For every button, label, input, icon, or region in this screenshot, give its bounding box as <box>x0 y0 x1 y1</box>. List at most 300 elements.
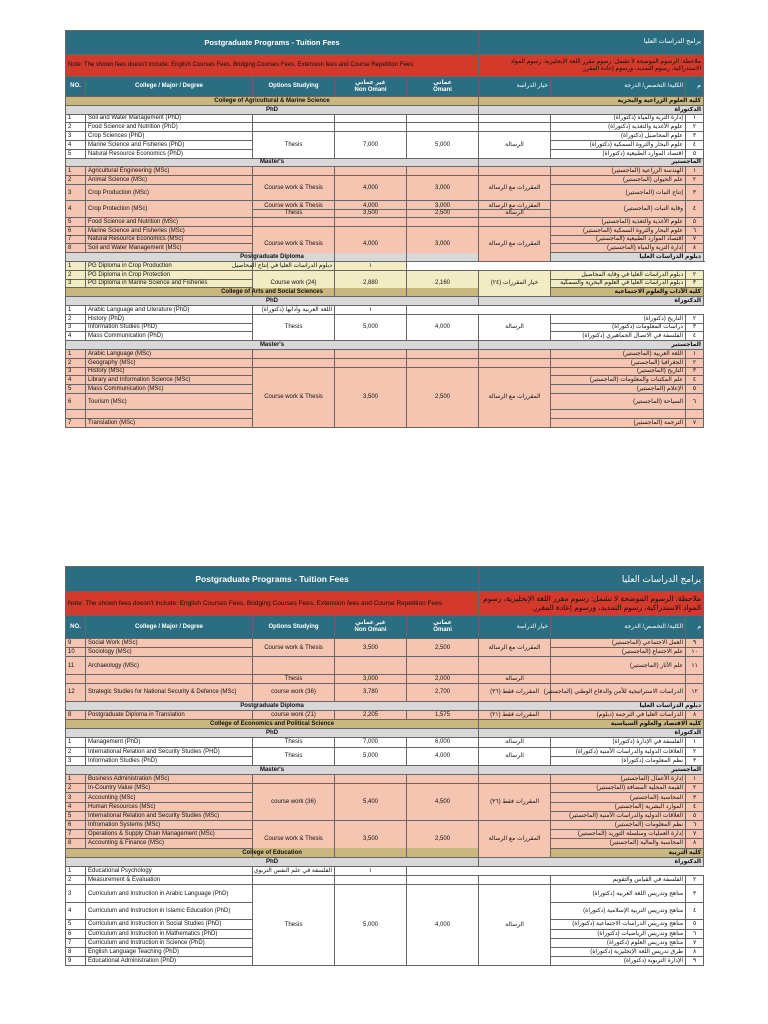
program-name-ar: طرق تدريس اللغة الإنجليزية (دكتوراة) <box>551 947 686 956</box>
program-no-ar: ٤ <box>686 332 704 341</box>
college-name-en: College of Agricultural & Marine Science <box>66 97 479 106</box>
empty-cell-0 <box>253 167 335 176</box>
college-name-ar: كلية العلوم الزراعية والبحرية <box>479 97 704 106</box>
study-mode: Course work (24) <box>253 270 335 296</box>
degree-name-ar: دبلوم الدراسات العليا <box>479 701 704 710</box>
fee-omani-b: 2,500 <box>434 209 450 216</box>
program-name-en: International Relation and Security Studies (PHD) <box>86 747 253 756</box>
college-row <box>66 288 704 297</box>
title-row <box>66 31 704 55</box>
program-no: 8 <box>66 839 86 848</box>
empty-cell-2 <box>407 123 479 132</box>
program-name-en: Curriculum and Instruction in Islamic Education (PhD) <box>86 902 253 920</box>
empty-cell-0 <box>253 358 335 367</box>
program-name-en <box>86 410 253 419</box>
program-name-en: Crop Sciences (PhD) <box>86 132 253 141</box>
program-no: 7 <box>66 830 86 839</box>
header-non-omani-en: Non Omani <box>354 86 387 93</box>
program-row <box>66 684 704 702</box>
degree-name-ar: الدكتوراة <box>479 297 704 306</box>
program-row <box>66 784 704 793</box>
program-no-ar: ٢ <box>686 314 704 323</box>
program-name-en: Strategic Studies for National Security & Defence (MSc) <box>86 684 253 702</box>
program-no-ar: ٢ <box>686 876 704 885</box>
program-no: 6 <box>66 393 86 410</box>
degree-name-en: PhD <box>66 729 479 738</box>
program-name-ar: إدارة التربة والمياه (الماجستير) <box>551 244 686 253</box>
program-no-ar: ٧ <box>686 830 704 839</box>
program-no-ar: ٨ <box>686 244 704 253</box>
fee-omani: 2,500 <box>407 639 479 657</box>
program-name-en: History (MSc) <box>86 367 253 376</box>
program-no-ar: ١ <box>686 775 704 784</box>
empty-cell-2 <box>407 217 479 226</box>
empty-cell-0 <box>253 657 335 675</box>
fee-non-omani: 2,880 <box>335 270 407 296</box>
program-name-ar: إدارة التربة والمياه (دكتوراة) <box>551 114 686 123</box>
program-name-en: PG Diploma in Marine Science and Fisheries <box>86 279 253 288</box>
program-no-ar: ٧ <box>686 938 704 947</box>
empty-cell-1 <box>335 123 407 132</box>
header-study-option-ar: خيار الدراسة <box>479 616 551 639</box>
fee-non-omani: 5,400 <box>335 784 407 821</box>
program-no <box>66 674 86 683</box>
program-row <box>66 866 704 875</box>
program-no: 3 <box>66 184 86 201</box>
program-name-en: Tourism (MSc) <box>86 393 253 410</box>
fee-non-omani: 7,000 <box>335 738 407 747</box>
study-mode: Course work & Thesis <box>253 367 335 427</box>
program-name-en: Agricultural Engineering (MSc) <box>86 167 253 176</box>
program-no: 3 <box>66 885 86 903</box>
program-name-en: Educational Administration (PhD) <box>86 957 253 966</box>
program-no: 5 <box>66 217 86 226</box>
program-row <box>66 657 704 675</box>
program-name-ar: الإدارة التربوية (دكتوراة) <box>551 957 686 966</box>
title-ar: برامج الدراسات العليا <box>479 31 704 55</box>
fee-non-omani-a: 4,000 <box>335 203 406 210</box>
fee-non-omani: 2,205 <box>335 710 407 719</box>
degree-row <box>66 857 704 866</box>
study-mode: course work (36) <box>253 784 335 821</box>
empty-cell-3 <box>479 876 551 885</box>
program-no: 2 <box>66 747 86 756</box>
program-name-ar: نظم المعلومات (الماجستير) <box>551 821 686 830</box>
program-name-ar: التاريخ (دكتوراة) <box>551 314 686 323</box>
program-name-ar: المحاسبة والمالية (الماجستير) <box>551 839 686 848</box>
program-name-ar: علوم البحار والثروة السمكية (دكتوراة) <box>551 140 686 149</box>
empty-cell-1 <box>335 775 407 784</box>
college-name-ar: كلية الآداب والعلوم الاجتماعية <box>551 288 704 297</box>
program-no-ar: ١ <box>686 114 704 123</box>
empty-cell-1 <box>335 114 407 123</box>
program-no: 3 <box>66 756 86 765</box>
college-name-en: College of Arts and Social Sciences <box>66 288 479 297</box>
study-mode: Course work & Thesis <box>253 226 335 261</box>
program-row <box>66 261 704 270</box>
program-name-ar: دبلوم الدراسات العليا في العلوم البحرية والسمكية <box>551 279 686 288</box>
fee-non-omani: 3,000 <box>335 674 407 683</box>
program-name-en: Curriculum and Instruction in Arabic Language (PhD) <box>86 885 253 903</box>
program-no: 4 <box>66 332 86 341</box>
program-no: 3 <box>66 367 86 376</box>
empty-cell-2 <box>407 657 479 675</box>
program-no: 1 <box>66 261 86 270</box>
program-name-ar: الهندسة الزراعية (الماجستير) <box>551 167 686 176</box>
empty-cell-1 <box>335 349 407 358</box>
fee-omani: 4,000 <box>407 747 479 765</box>
note-row <box>66 592 704 616</box>
study-mode: Course work & Thesis <box>253 821 335 858</box>
program-no-ar: ١ <box>335 261 407 270</box>
program-no: 8 <box>66 947 86 956</box>
fee-omani: 4,000 <box>407 314 479 340</box>
study-option-ar-a: المقررات مع الرسالة <box>479 203 550 210</box>
program-name-ar: علوم المحاصيل (دكتوراة) <box>551 132 686 141</box>
program-name-ar: التاريخ (الماجستير) <box>551 367 686 376</box>
program-no-ar <box>686 674 704 683</box>
program-name-ar: مناهج وتدريس الدراسات الاجتماعية (دكتوراة) <box>551 920 686 929</box>
program-name-en: Curriculum and Instruction in Mathematics (PhD) <box>86 929 253 938</box>
title-row <box>66 567 704 592</box>
degree-name-en: Master's <box>66 765 479 774</box>
program-no: 1 <box>66 775 86 784</box>
fee-omani: 3,000 <box>407 176 479 201</box>
empty-cell-3 <box>479 114 551 123</box>
study-mode: course work (36) <box>253 684 335 702</box>
program-name-en: Accounting & Finance (MSc) <box>86 839 253 848</box>
program-no-ar: ١ <box>686 167 704 176</box>
program-row <box>66 358 704 367</box>
program-no-ar: ٢ <box>686 747 704 756</box>
program-no-ar: ٢ <box>686 270 704 279</box>
program-name-en: Library and Information Science (MSc) <box>86 376 253 385</box>
empty-cell-0 <box>253 876 335 885</box>
program-name-ar: الفلسفة في علم النفس التربوي <box>253 866 335 875</box>
program-no-ar: ٨ <box>686 839 704 848</box>
fee-omani: 6,000 <box>407 738 479 747</box>
program-no-ar: ٥ <box>686 920 704 929</box>
empty-cell-2 <box>407 167 479 176</box>
program-no: 8 <box>66 710 86 719</box>
degree-name-en: Postgraduate Diploma <box>66 701 479 710</box>
program-no: 3 <box>66 279 86 288</box>
empty-cell-1 <box>335 358 407 367</box>
header-study-option-ar: خيار الدراسة <box>479 77 551 97</box>
fee-omani: 1,575 <box>407 710 479 719</box>
program-name-en: Mass Communication (MSc) <box>86 385 253 394</box>
program-name-ar: مناهج وتدريس العلوم (دكتوراة) <box>551 938 686 947</box>
program-no-ar: ٢ <box>686 358 704 367</box>
degree-name-ar: الماجستير <box>479 341 704 350</box>
program-name-ar: مناهج وتدريس اللغة العربية (دكتوراة) <box>551 885 686 903</box>
empty-cell-3 <box>479 358 551 367</box>
note-en: Note: The shown fees doesn't include: English Courses Fees, Bridging Courses Fees, Extension fees and Course Repetition Fees <box>66 592 479 616</box>
title-en: Postgraduate Programs - Tuition Fees <box>66 567 479 592</box>
program-no: 1 <box>66 738 86 747</box>
program-name-en: In-Country Value (MSc) <box>86 784 253 793</box>
header-no-ar: م <box>686 77 704 97</box>
program-no: 4 <box>66 376 86 385</box>
program-no-ar: ٩ <box>686 639 704 648</box>
program-name-ar: المحاسبة (الماجستير) <box>551 793 686 802</box>
note-ar: ملاحظة: الرسوم الموضحة لا تشمل: رسوم مقرر اللغة الإنجليزية، رسوم المواد الاستدراكية، رسوم التمديد، ورسوم إعادة المقرر. <box>479 55 704 77</box>
program-no-ar: ٨ <box>686 710 704 719</box>
header-no: NO. <box>66 616 86 639</box>
program-row <box>66 821 704 830</box>
program-no-ar: ٣ <box>686 323 704 332</box>
header-college: College / Major / Degree <box>86 77 253 97</box>
header-omani-ar: عماني <box>433 79 452 86</box>
program-name-en: Animal Science (MSc) <box>86 176 253 185</box>
program-no-ar: ٣ <box>686 756 704 765</box>
study-option-ar: المقررات مع الرسالة <box>479 639 551 657</box>
empty-cell-3 <box>479 217 551 226</box>
program-no: 2 <box>66 358 86 367</box>
study-mode: Thesis <box>253 314 335 340</box>
program-name-en: Business Administration (MSc) <box>86 775 253 784</box>
fee-omani: 4,000 <box>407 885 479 966</box>
program-name-en: Information Studies (PhD) <box>86 323 253 332</box>
degree-name-en: Master's <box>66 158 479 167</box>
program-name-ar: اقتصاد الموارد الطبيعية (دكتوراة) <box>551 149 686 158</box>
program-no-ar: ٥ <box>686 149 704 158</box>
program-name-en: PG Diploma in Crop Production <box>86 261 253 270</box>
degree-name-ar: دبلوم الدراسات العليا <box>551 253 704 262</box>
study-mode <box>253 201 335 218</box>
fee-omani: 2,160 <box>407 270 479 296</box>
program-name-ar: علوم الأغذية والتغذية (دكتوراة) <box>551 123 686 132</box>
program-no-ar: ٩ <box>686 957 704 966</box>
program-no-ar: ٨ <box>686 947 704 956</box>
program-name-ar <box>551 674 686 683</box>
study-option-ar: الرسالة <box>479 132 551 158</box>
program-name-en: Archaeology (MSc) <box>86 657 253 675</box>
program-no: 7 <box>66 235 86 244</box>
program-name-en: Postgraduate Diploma in Translation <box>86 710 253 719</box>
study-option-ar: المقررات فقط (٣٦) <box>479 784 551 821</box>
header-non-omani <box>335 616 407 639</box>
program-no-ar: ٣ <box>686 793 704 802</box>
program-no: 5 <box>66 920 86 929</box>
program-no-ar: ٥ <box>686 217 704 226</box>
college-name-en: College of Education <box>66 848 479 857</box>
program-name-en: Mass Communication (PhD) <box>86 332 253 341</box>
program-no: 3 <box>66 132 86 141</box>
header-non-omani-ar: غير عماني <box>355 620 386 627</box>
study-mode-b: Thesis <box>284 209 303 216</box>
study-mode: Thesis <box>253 674 335 683</box>
program-no-ar: ١٢ <box>686 684 704 702</box>
empty-cell-3 <box>479 123 551 132</box>
program-row <box>66 349 704 358</box>
study-option-ar: المقررات مع الرسالة <box>479 176 551 201</box>
header-omani-ar: عماني <box>433 620 452 627</box>
fee-non-omani: 3,500 <box>335 821 407 858</box>
program-row <box>66 747 704 756</box>
program-name-ar: وقاية النبات (الماجستير) <box>551 201 686 218</box>
fee-non-omani: 5,000 <box>335 747 407 765</box>
note-ar: ملاحظة: الرسوم الموضحة لا تشمل: رسوم مقرر اللغة الإنجليزية، رسوم المواد الاستدراكية، رسوم التمديد، ورسوم إعادة المقرر. <box>479 592 704 616</box>
degree-row <box>66 297 704 306</box>
program-no: 4 <box>66 140 86 149</box>
degree-name-ar: الماجستير <box>479 765 704 774</box>
header-college-ar: الكلية/ التخصص/ الدرجة <box>551 616 686 639</box>
degree-name-en: Postgraduate Diploma <box>66 253 479 262</box>
program-name-ar: العلاقات الدولية والدراسات الأمنية (دكتوراة) <box>551 747 686 756</box>
program-no: 1 <box>66 305 86 314</box>
program-no-ar: ٢ <box>686 784 704 793</box>
program-no: 6 <box>66 226 86 235</box>
degree-name-en: PhD <box>66 105 479 114</box>
program-name-ar: علوم البحار والثروة السمكية (الماجستير) <box>551 226 686 235</box>
fee-non-omani: 7,000 <box>335 132 407 158</box>
program-no-ar: ١ <box>335 305 407 314</box>
fee-omani: 4,500 <box>407 784 479 821</box>
program-no-ar: ٧ <box>686 235 704 244</box>
title-en: Postgraduate Programs - Tuition Fees <box>66 31 479 55</box>
program-name-en: Accounting (MSc) <box>86 793 253 802</box>
program-no-ar: ٢ <box>686 123 704 132</box>
program-name-ar: العمل الاجتماعي (الماجستير) <box>551 639 686 648</box>
fee-non-omani: 5,000 <box>335 885 407 966</box>
program-name-en: Curriculum and Instruction in Social Studies (PhD) <box>86 920 253 929</box>
program-row <box>66 710 704 719</box>
program-name-ar: اللغة العربية وآدابها (دكتوراة) <box>253 305 335 314</box>
program-no: 1 <box>66 114 86 123</box>
degree-name-ar: الدكتوراة <box>479 105 704 114</box>
program-no: 10 <box>66 648 86 657</box>
study-option-ar: الرسالة <box>479 314 551 340</box>
program-no: 2 <box>66 314 86 323</box>
program-no-ar: ٦ <box>686 226 704 235</box>
program-name-en: History (PhD) <box>86 314 253 323</box>
study-option-ar <box>479 201 551 218</box>
study-option-ar: المقررات مع الرسالة <box>479 226 551 261</box>
program-name-ar: العلاقات الدولية والدراسات الأمنية (الماجستير) <box>551 811 686 820</box>
program-name-en: International Relation and Security Studies (MSc) <box>86 811 253 820</box>
program-row <box>66 674 704 683</box>
program-no: 2 <box>66 876 86 885</box>
study-option-ar: المقررات فقط (٢١) <box>479 710 551 719</box>
program-no-ar: ١ <box>335 866 407 875</box>
header-college-ar: الكلية/ التخصص/ الدرجة <box>551 77 686 97</box>
header-options: Options Studying <box>253 77 335 97</box>
program-name-ar: السياحة (الماجستير) <box>551 393 686 410</box>
fee-omani: 5,000 <box>407 132 479 158</box>
program-name-ar: نظم المعلومات (دكتوراة) <box>551 756 686 765</box>
program-name-ar: دبلوم الدراسات العليا في إنتاج المحاصيل <box>253 261 335 270</box>
program-no: 4 <box>66 802 86 811</box>
empty-cell-3 <box>479 657 551 675</box>
program-name-en: Marine Science and Fisheries (PhD) <box>86 140 253 149</box>
empty-cell-1 <box>335 876 407 885</box>
study-option-ar: الرسالة <box>479 885 551 966</box>
empty-cell-3 <box>479 349 551 358</box>
program-no-ar: ٣ <box>686 184 704 201</box>
degree-row <box>66 729 704 738</box>
program-name-en: Soil and Water Management (MSc) <box>86 244 253 253</box>
program-name-en: English Language Teaching (PhD) <box>86 947 253 956</box>
program-name-en: Information Studies (PhD) <box>86 756 253 765</box>
program-no-ar: ٤ <box>686 140 704 149</box>
header-no: NO. <box>66 77 86 97</box>
program-no: 4 <box>66 201 86 218</box>
degree-row <box>66 701 704 710</box>
program-name-ar: الدراسات الاستراتيجية للأمن والدفاع الوطني (الماجستير) <box>551 684 686 702</box>
program-name-en: Infromation Systems (MSc) <box>86 821 253 830</box>
study-option-ar: خيار المقررات (٢٤) <box>479 270 551 296</box>
study-mode-a: Course work & Thesis <box>253 203 334 210</box>
fee-omani: 2,500 <box>407 367 479 427</box>
program-name-ar: إنتاج النبات (الماجستير) <box>551 184 686 201</box>
empty-cell-2 <box>407 358 479 367</box>
program-no-ar: ٧ <box>686 419 704 428</box>
program-no: 7 <box>66 419 86 428</box>
program-name-en <box>86 674 253 683</box>
program-name-ar <box>551 410 686 419</box>
study-mode: Thesis <box>253 747 335 765</box>
program-name-en: Geography (MSc) <box>86 358 253 367</box>
study-option-ar: الرسالة <box>479 674 551 683</box>
program-name-en: Sociology (MSc) <box>86 648 253 657</box>
program-name-ar: علم الاجتماع (الماجستير) <box>551 648 686 657</box>
program-name-en: Crop Production (MSc) <box>86 184 253 201</box>
header-row <box>66 616 704 639</box>
program-no: 9 <box>66 639 86 648</box>
fee-non-omani: 5,000 <box>335 314 407 340</box>
degree-name-en: Master's <box>66 341 479 350</box>
program-name-ar: علم الحيوان (الماجستير) <box>551 176 686 185</box>
empty-cell-0 <box>253 349 335 358</box>
program-no-ar: ١ <box>686 349 704 358</box>
study-option-ar: المقررات فقط (٣٦) <box>479 684 551 702</box>
program-name-ar: إدارة العمليات وسلسلة التوريد (الماجستير) <box>551 830 686 839</box>
fee-non-omani: 4,000 <box>335 176 407 201</box>
empty-cell-2 <box>407 876 479 885</box>
program-no-ar: ١١ <box>686 657 704 675</box>
header-college: College / Major / Degree <box>86 616 253 639</box>
program-no-ar: ٤ <box>686 201 704 218</box>
program-row <box>66 367 704 376</box>
program-no: 5 <box>66 811 86 820</box>
fees-sheet-1 <box>65 30 703 428</box>
empty-cell-2 <box>407 775 479 784</box>
program-no-ar: ٤ <box>686 902 704 920</box>
program-no <box>66 410 86 419</box>
degree-row <box>66 765 704 774</box>
program-name-ar: اللغة العربية (الماجستير) <box>551 349 686 358</box>
study-option-ar: المقررات مع الرسالة <box>479 367 551 427</box>
college-name-en: College of Economics and Political Science <box>66 719 479 728</box>
program-no: 6 <box>66 821 86 830</box>
study-mode: Course work & Thesis <box>253 176 335 201</box>
study-mode: Thesis <box>253 132 335 158</box>
program-row <box>66 132 704 141</box>
program-name-en: Operations & Supply Chain Management (MSc) <box>86 830 253 839</box>
program-row <box>66 226 704 235</box>
college-name-ar: كلية الاقتصاد والعلوم السياسية <box>479 719 704 728</box>
study-option-ar: الرسالة <box>479 738 551 747</box>
study-option-ar-b: الرسالة <box>505 209 524 216</box>
program-no-ar: ٣ <box>686 367 704 376</box>
empty-cell-2 <box>407 114 479 123</box>
program-row <box>66 314 704 323</box>
college-row <box>66 97 704 106</box>
program-name-ar: الجغرافيا (الماجستير) <box>551 358 686 367</box>
header-non-omani-en: Non Omani <box>354 627 387 633</box>
degree-row <box>66 341 704 350</box>
